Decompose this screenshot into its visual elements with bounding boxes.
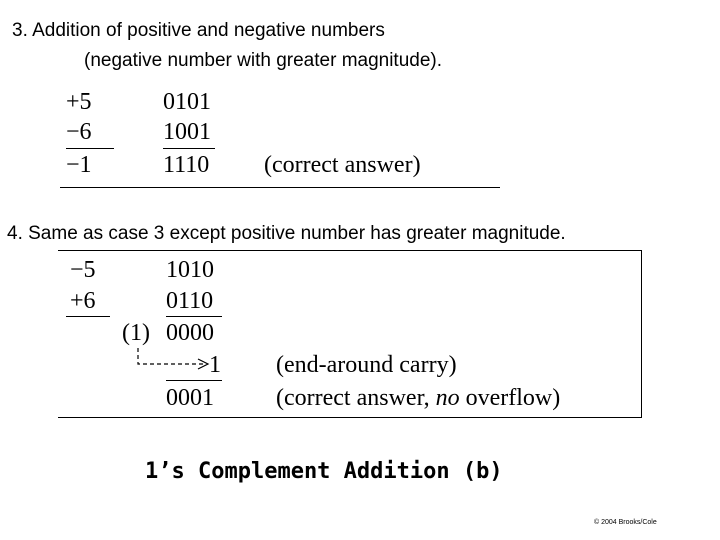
case4-result-note-prefix: (correct answer, [276,385,436,411]
case3-bottom-rule [60,187,500,188]
case4-result-binary: 0001 [166,385,214,411]
case4-operand1-binary: 1010 [166,257,214,283]
case4-operand2-binary: 0110 [166,288,214,314]
case4-result-note-italic: no [435,385,460,411]
end-around-carry-arrow [136,346,216,372]
case3-heading-line1: 3. Addition of positive and negative numbers [12,20,385,41]
case3-operand2-decimal: −6 [66,119,92,145]
slide-title: 1’s Complement Addition (b) [145,459,503,484]
case3-result-note: (correct answer) [264,152,421,178]
case4-result-note [276,385,560,411]
copyright-notice: © 2004 Brooks/Cole [594,519,657,526]
case3-sum-rule-left [66,148,114,149]
case3-sum-rule-right [163,148,215,149]
case4-sum-rule-right [166,316,222,317]
case4-result-rule [166,380,222,381]
case3-heading-line2: (negative number with greater magnitude). [84,50,443,71]
case4-sum-binary: 0000 [166,320,214,346]
case4-box-right-rule [641,250,642,418]
case4-box-bottom-rule [58,417,642,418]
case4-result-note-suffix: overflow) [459,385,561,411]
case4-carry-note: (end-around carry) [276,352,457,378]
case4-carry-label: (1) [122,320,150,346]
case3-operand1-binary: 0101 [163,89,211,115]
case3-operand1-decimal: +5 [66,89,92,115]
case3-operand2-binary: 1001 [163,119,211,145]
case4-operand2-decimal: +6 [70,288,96,314]
case4-sum-rule-left [66,316,110,317]
case3-result-decimal: −1 [66,152,92,178]
case4-operand1-decimal: −5 [70,257,96,283]
case4-carry-bit: 1 [209,352,221,378]
case3-result-binary: 1110 [163,152,210,178]
case4-heading: 4. Same as case 3 except positive number has greater magnitude. [7,223,566,244]
case4-box-top-rule [58,250,642,251]
